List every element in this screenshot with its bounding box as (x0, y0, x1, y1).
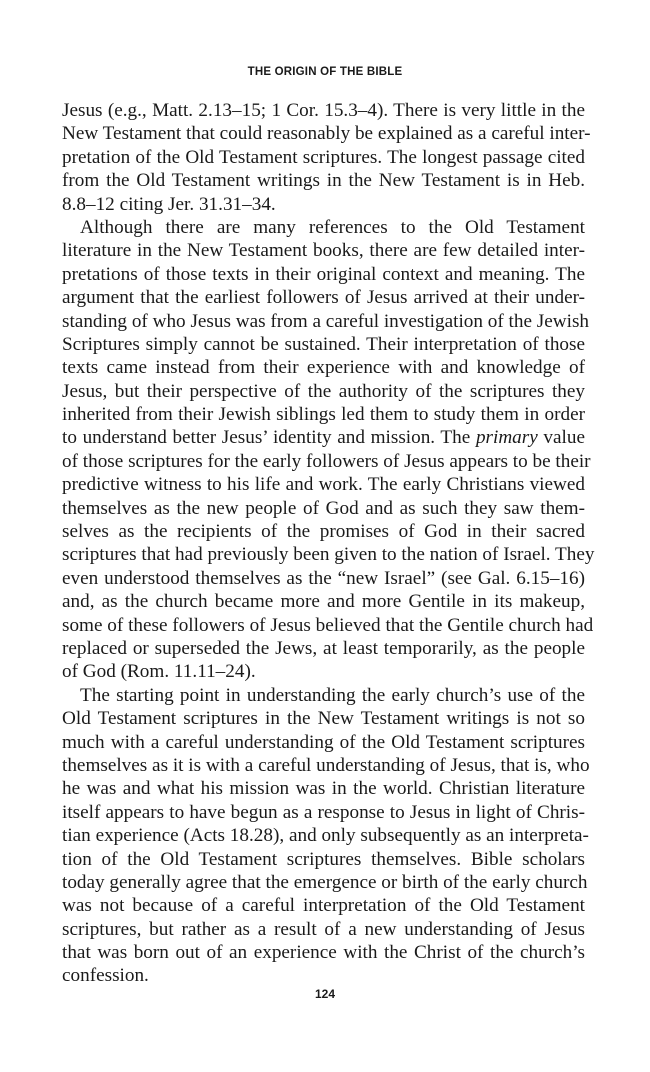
text-line: 8.8–12 citing Jer. 31.31–34. (62, 193, 276, 215)
text-line: from the Old Testament writings in the New Testament is in Heb. (62, 170, 585, 192)
text-line-with-emphasis (62, 426, 585, 449)
text-line: argument that the earliest followers of Jesus arrived at their under- (62, 287, 585, 309)
text-line: much with a careful understanding of the Old Testament scriptures (62, 731, 585, 753)
text-line: The starting point in understanding the early church’s use of the (80, 684, 585, 706)
text-line: themselves as the new people of God and as such they saw them- (62, 497, 585, 519)
text-line: scriptures, but rather as a result of a new understanding of Jesus (62, 918, 585, 940)
paragraph-3 (62, 684, 590, 988)
text-line: today generally agree that the emergence or birth of the early church (62, 871, 588, 893)
text-line: tian experience (Acts 18.28), and only subsequently as an interpreta- (62, 825, 589, 847)
text-line: was not because of a careful interpretation of the Old Testament (62, 895, 585, 917)
running-head: THE ORIGIN OF THE BIBLE (247, 66, 403, 78)
text-line: replaced or superseded the Jews, at least temporarily, as the people (62, 637, 585, 659)
text-line: pretation of the Old Testament scriptures. The longest passage cited (62, 146, 585, 168)
text-segment: to understand better Jesus’ identity and mission. The (62, 427, 476, 449)
text-line: tion of the Old Testament scriptures themselves. Bible scholars (62, 848, 585, 870)
text-line: literature in the New Testament books, there are few detailed inter- (62, 240, 585, 262)
text-line: some of these followers of Jesus believed that the Gentile church had (62, 614, 594, 636)
text-line: inherited from their Jewish siblings led them to study them in order (62, 404, 585, 426)
text-line: Jesus, but their perspective of the authority of the scriptures they (62, 380, 585, 402)
text-line: Jesus (e.g., Matt. 2.13–15; 1 Cor. 15.3–4). There is very little in the (62, 100, 585, 121)
text-line: of God (Rom. 11.11–24). (62, 661, 256, 683)
emphasis-word: primary (475, 427, 538, 449)
text-line: even understood themselves as the “new Israel” (see Gal. 6.15–16) (62, 567, 585, 589)
text-line: predictive witness to his life and work. The early Christians viewed (62, 474, 585, 496)
text-line: themselves as it is with a careful understanding of Jesus, that is, who (62, 754, 590, 776)
paragraph-2 (62, 216, 595, 684)
text-line: confession. (62, 965, 149, 987)
paragraph-1 (62, 99, 591, 216)
text-line: scriptures that had previously been given to the nation of Israel. They (62, 544, 595, 566)
text-line: Old Testament scriptures in the New Testament writings is not so (62, 708, 585, 730)
text-segment: value (537, 427, 585, 449)
text-line: he was and what his mission was in the world. Christian literature (62, 778, 585, 800)
text-line: that was born out of an experience with the Christ of the church’s (62, 942, 585, 964)
text-line: pretations of those texts in their original context and meaning. The (62, 263, 585, 285)
text-line: of those scriptures for the early followers of Jesus appears to be their (62, 450, 591, 472)
text-line: New Testament that could reasonably be explained as a careful inter- (62, 123, 591, 145)
text-line: itself appears to have begun as a response to Jesus in light of Chris- (62, 801, 585, 823)
text-line: and, as the church became more and more Gentile in its makeup, (62, 591, 585, 613)
text-line: texts came instead from their experience with and knowledge of (62, 357, 585, 379)
text-line: standing of who Jesus was from a careful investigation of the Jewish (62, 310, 590, 332)
text-line: Scriptures simply cannot be sustained. Their interpretation of those (62, 333, 585, 355)
body-text (62, 99, 595, 988)
page-number: 124 (314, 987, 336, 1001)
text-line: Although there are many references to the Old Testament (80, 216, 585, 238)
text-line: selves as the recipients of the promises of God in their sacred (62, 521, 585, 543)
